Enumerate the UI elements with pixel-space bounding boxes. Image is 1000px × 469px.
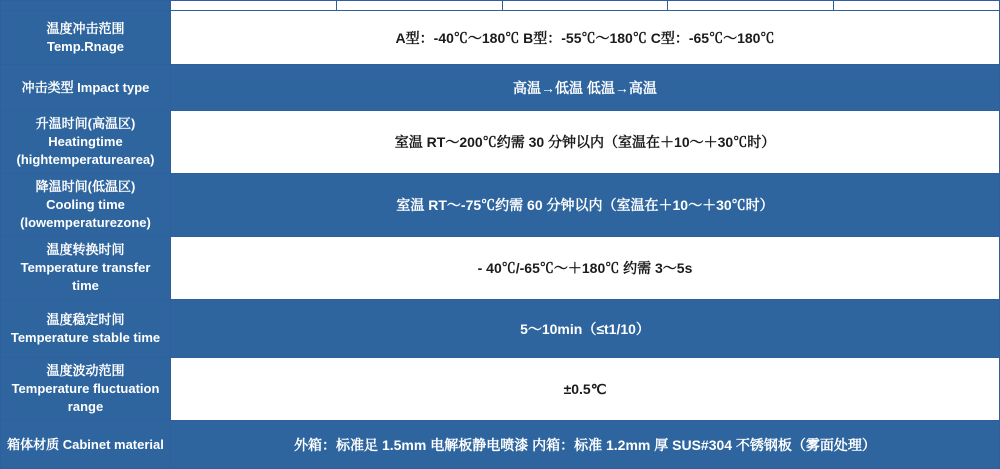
row-label-en: Cooling time (lowemperaturezone) (20, 197, 151, 230)
row-value-fluctuation-range: ±0.5℃ (171, 358, 1000, 421)
row-value-temp-range: A型：-40℃～180℃ B型：-55℃～180℃ C型：-65℃～180℃ (171, 11, 1000, 65)
row-label-cn: 温度稳定时间 (46, 311, 125, 327)
table-row (1, 11, 1000, 65)
row-label-cooling-time (1, 174, 171, 237)
row-label-fluctuation-range (1, 358, 171, 421)
row-label-cn: 升温时间(高温区) (35, 116, 136, 131)
row-label-en: Heatingtime (hightemperaturearea) (16, 134, 155, 167)
row-label-en: Temperature fluctuation range (11, 381, 160, 414)
partial-header-segment-1 (171, 1, 337, 11)
row-label-en: Temperature stable time (10, 329, 161, 345)
row-label-cn: 箱体材质 Cabinet material (7, 436, 164, 452)
row-value-transfer-time: - 40℃/-65℃～＋180℃ 约需 3～5s (171, 237, 1000, 300)
row-label-transfer-time (1, 237, 171, 300)
table-row (1, 65, 1000, 111)
row-label-cn: 温度转换时间 (46, 242, 125, 257)
table-row (1, 300, 1000, 358)
table-row (1, 358, 1000, 421)
row-label-cn: 温度波动范围 (46, 363, 125, 378)
row-label-cn: 降温时间(低温区) (35, 179, 136, 194)
partial-header-segment-3 (502, 1, 668, 11)
table-row (1, 111, 1000, 174)
table-row (1, 237, 1000, 300)
row-value-stable-time: 5～10min（≤t1/10） (171, 300, 1000, 358)
table-row-partial-header (1, 1, 1000, 11)
row-label-heating-time (1, 111, 171, 174)
partial-header-segment-2 (336, 1, 502, 11)
row-value-impact-type: 高温→低温 低温→高温 (171, 65, 1000, 111)
row-value-cabinet-material: 外箱：标准足 1.5mm 电解板静电喷漆 内箱：标准 1.2mm 厚 SUS#304 不锈钢板（雾面处理） (171, 421, 1000, 469)
table-row (1, 174, 1000, 237)
partial-header-label-cell (1, 1, 171, 11)
row-value-heating-time: 室温 RT～200℃约需 30 分钟以内（室温在＋10～＋30℃时） (171, 111, 1000, 174)
partial-header-segment-4 (668, 1, 834, 11)
row-label-cn: 温度冲击范围 (46, 20, 125, 36)
table-row (1, 421, 1000, 469)
partial-header-segment-5 (834, 1, 1000, 11)
row-label-impact-type (1, 65, 171, 111)
row-label-cabinet-material (1, 421, 171, 469)
row-value-cooling-time: 室温 RT～-75℃约需 60 分钟以内（室温在＋10～＋30℃时） (171, 174, 1000, 237)
row-label-stable-time (1, 300, 171, 358)
row-label-temp-range (1, 11, 171, 65)
row-label-cn: 冲击类型 Impact type (21, 79, 150, 95)
row-label-en: Temp.Rnage (46, 38, 125, 54)
row-label-en: Temperature transfer time (20, 260, 151, 293)
